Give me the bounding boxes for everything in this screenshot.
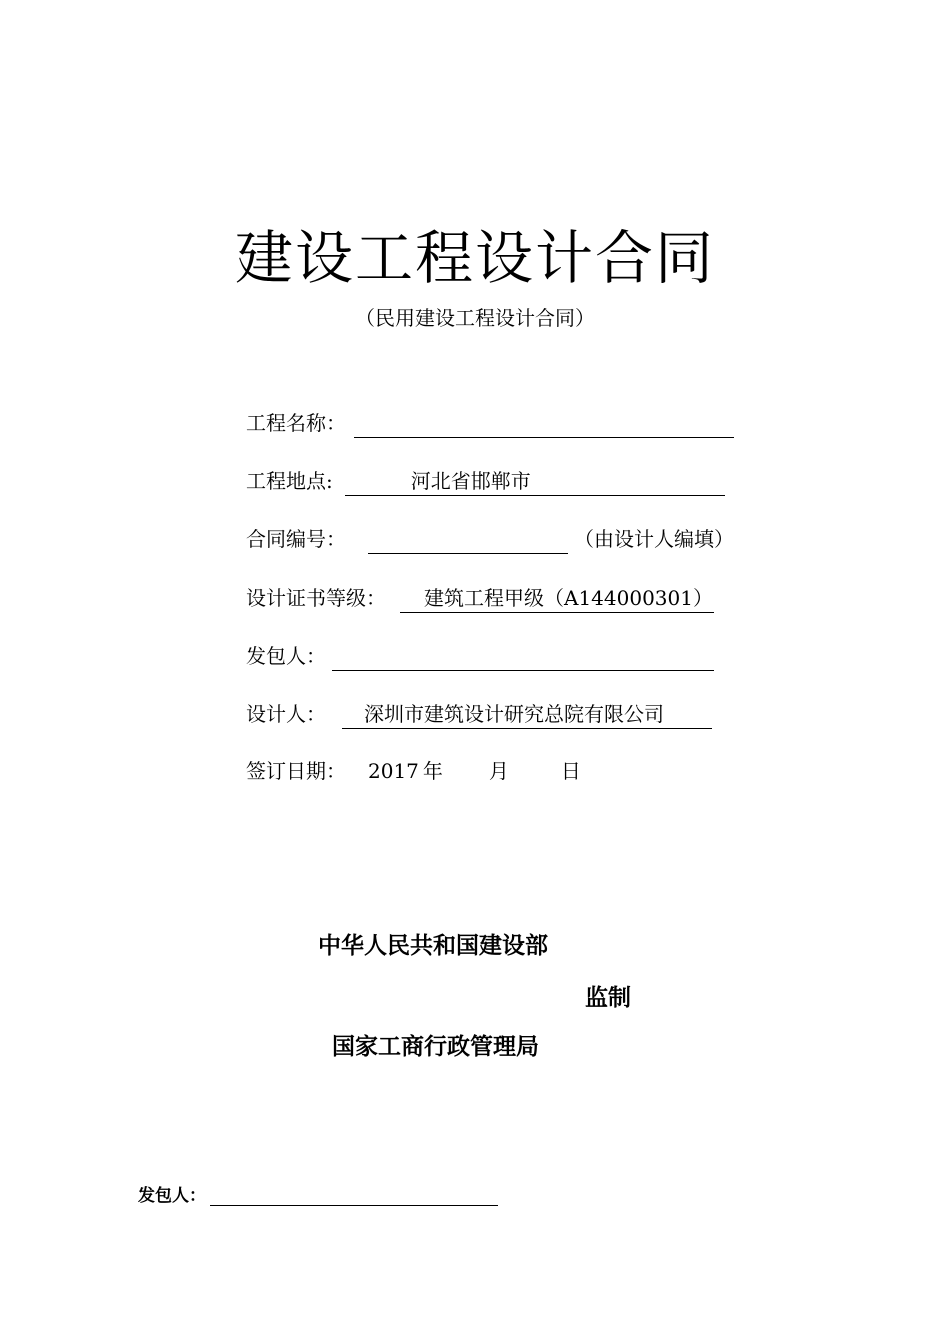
project-location-line: [345, 469, 725, 496]
field-employer: [246, 641, 714, 671]
signing-month-unit: 月: [488, 759, 509, 783]
field-contract-number: [246, 524, 734, 554]
certificate-grade-value: 建筑工程甲级（A144000301）: [424, 586, 713, 610]
document-subtitle: （民用建设工程设计合同）: [355, 306, 595, 330]
signing-year: 2017: [368, 759, 419, 783]
field-designer: [246, 699, 712, 729]
footer-employer-field: [138, 1180, 498, 1206]
field-project-location: [246, 466, 725, 496]
contract-number-line: [368, 527, 568, 554]
field-signing-date: [246, 756, 581, 786]
employer-line: [332, 644, 714, 671]
certificate-grade-line: [400, 586, 714, 613]
project-name-line: [354, 411, 734, 438]
employer-label: 发包人：: [246, 644, 326, 668]
signing-year-unit: 年: [422, 759, 443, 783]
contract-number-label: 合同编号：: [246, 527, 346, 551]
field-certificate-grade: [246, 583, 714, 613]
document-title: 建设工程设计合同: [234, 224, 715, 292]
issuing-ministry: 中华人民共和国建设部: [318, 933, 548, 959]
project-location-label: 工程地点:: [246, 469, 333, 493]
issuing-administration: 国家工商行政管理局: [332, 1034, 539, 1060]
designer-line: [342, 702, 712, 729]
footer-employer-label: 发包人：: [138, 1186, 206, 1206]
project-name-label: 工程名称：: [246, 411, 346, 435]
project-location-value: 河北省邯郸市: [410, 469, 531, 493]
designer-value: 深圳市建筑设计研究总院有限公司: [364, 702, 664, 726]
signing-day-unit: 日: [560, 759, 581, 783]
field-project-name: [246, 408, 734, 438]
contract-number-note: （由设计人编填）: [574, 527, 734, 551]
designer-label: 设计人：: [246, 702, 326, 726]
certificate-grade-label: 设计证书等级：: [246, 586, 386, 610]
signing-date-label: 签订日期：: [246, 759, 346, 783]
footer-employer-line: [210, 1185, 498, 1206]
supervised-label: 监制: [585, 985, 631, 1011]
